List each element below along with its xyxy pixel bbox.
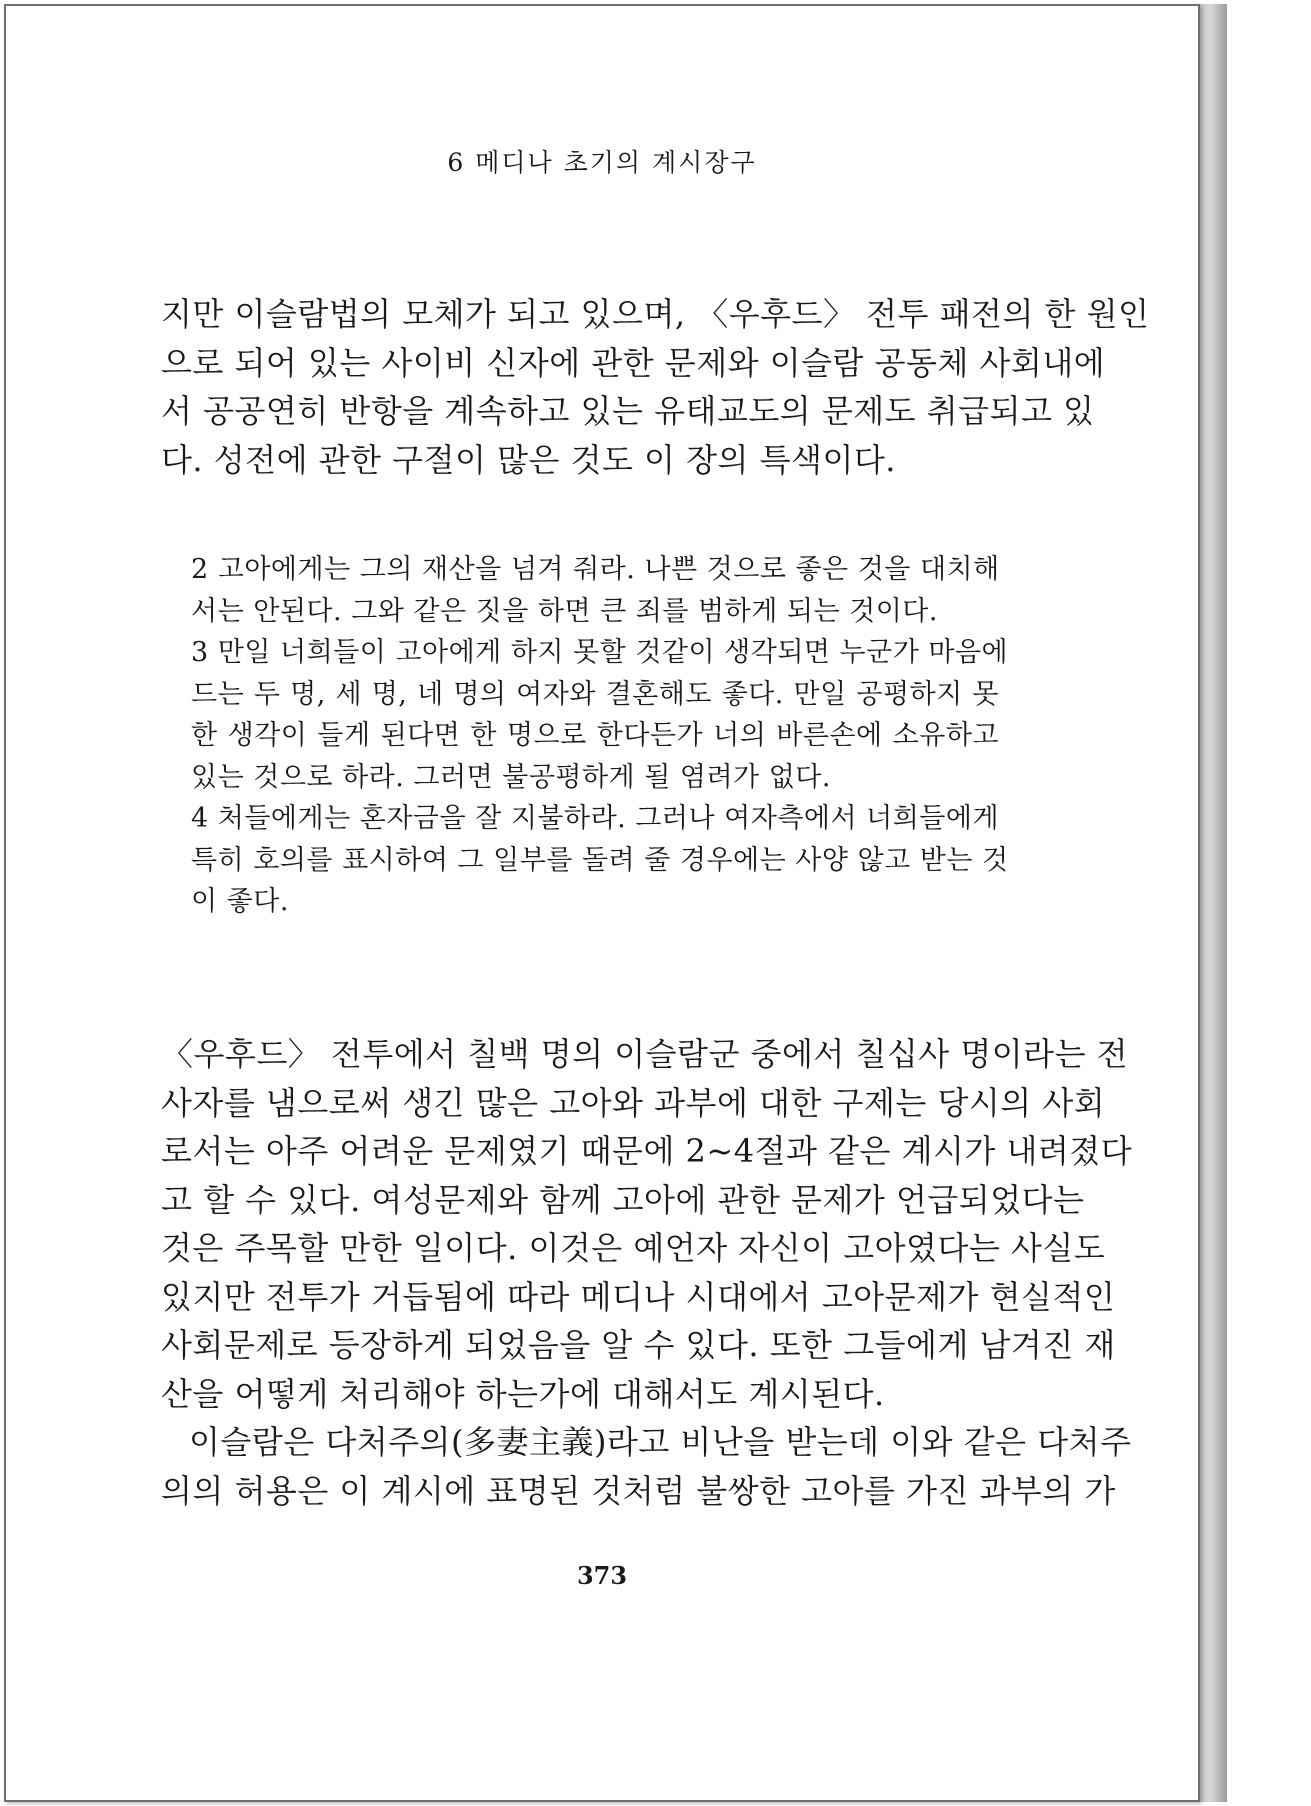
text-line: 있지만 전투가 거듭됨에 따라 메디나 시대에서 고아문제가 현실적인: [161, 1277, 1116, 1316]
verse-line: 이 좋다.: [191, 886, 289, 917]
running-head: 6 메디나 초기의 계시장구: [447, 148, 757, 177]
text-line: 로서는 아주 어려운 문제였기 때문에 2~4절과 같은 계시가 내려졌다: [161, 1132, 1133, 1170]
page-edge-stack: [1196, 4, 1227, 1802]
paragraph-1: [161, 290, 1150, 484]
verse-line: 드는 두 명, 세 명, 네 명의 여자와 결혼해도 좋다. 만일 공평하지 못: [191, 678, 999, 710]
quran-verses: [191, 549, 1009, 923]
verse-line: 있는 것으로 하라. 그러면 불공평하게 될 염려가 없다.: [191, 761, 831, 793]
text-line: 산을 어떻게 처리해야 하는가에 대해서도 계시된다.: [161, 1374, 885, 1413]
verse-line: 3 만일 너희들이 고아에게 하지 못할 것같이 생각되면 누군가 마음에: [191, 637, 1009, 668]
text-line: 사자를 냄으로써 생긴 많은 고아와 과부에 대한 구제는 당시의 사회: [161, 1083, 1106, 1122]
verse-line: 서는 안된다. 그와 같은 짓을 하면 큰 죄를 범하게 되는 것이다.: [191, 595, 938, 627]
verse-line: 4 처들에게는 혼자금을 잘 지불하라. 그러나 여자측에서 너희들에게: [191, 803, 1000, 834]
verse-line: 특히 호의를 표시하여 그 일부를 돌려 줄 경우에는 사양 않고 받는 것: [191, 844, 1009, 876]
paragraph-2: [161, 1030, 1133, 1515]
text-line: 고 할 수 있다. 여성문제와 함께 고아에 관한 문제가 언급되었다는: [161, 1180, 1085, 1219]
text-line: 〈우후드〉 전투에서 칠백 명의 이슬람군 중에서 칠십사 명이라는 전: [161, 1035, 1129, 1073]
text-line: 사회문제로 등장하게 되었음을 알 수 있다. 또한 그들에게 남겨진 재: [161, 1326, 1116, 1364]
text-line: 다. 성전에 관한 구절이 많은 것도 이 장의 특색이다.: [161, 440, 896, 479]
text-line: 의의 허용은 이 계시에 표명된 것처럼 불쌍한 고아를 가진 과부의 가: [161, 1471, 1116, 1510]
text-line: 지만 이슬람법의 모체가 되고 있으며, 〈우후드〉 전투 패전의 한 원인: [161, 295, 1150, 333]
text-line: 것은 주목할 만한 일이다. 이것은 예언자 자신이 고아였다는 사실도: [161, 1229, 1106, 1267]
page-number: 373: [576, 1561, 628, 1590]
book-page: [4, 4, 1200, 1802]
text-line: 이슬람은 다처주의(多妻主義)라고 비난을 받는데 이와 같은 다처주: [189, 1423, 1132, 1461]
text-line: 서 공공연히 반항을 계속하고 있는 유태교도의 문제도 취급되고 있: [161, 392, 1095, 430]
verse-line: 2 고아에게는 그의 재산을 넘겨 줘라. 나쁜 것으로 좋은 것을 대치해: [191, 554, 1000, 585]
text-line: 으로 되어 있는 사이비 신자에 관한 문제와 이슬람 공동체 사회내에: [161, 343, 1106, 382]
verse-line: 한 생각이 들게 된다면 한 명으로 한다든가 너의 바른손에 소유하고: [191, 720, 999, 751]
